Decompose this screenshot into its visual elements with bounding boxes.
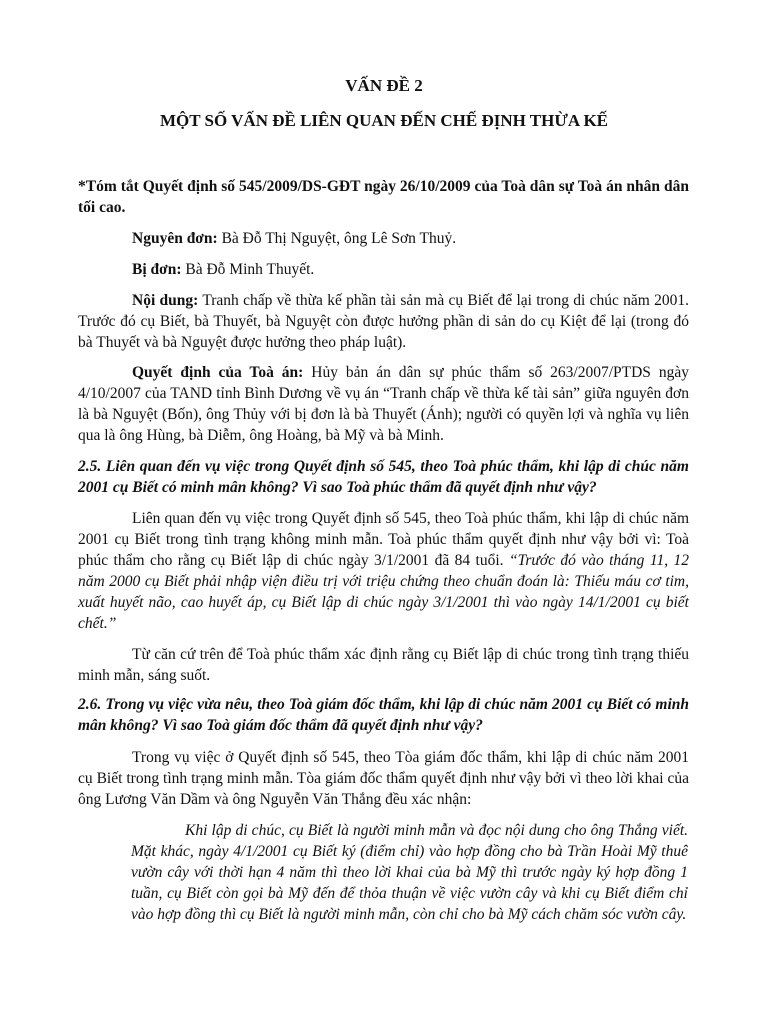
case-summary-heading: *Tóm tắt Quyết định số 545/2009/DS-GĐT ngày 26/10/2009 của Toà dân sự Toà án nhân dân tối cao.	[78, 178, 689, 216]
document-title: VẤN ĐỀ 2	[345, 76, 423, 95]
decision-text: Hủy bản án dân sự phúc thẩm số 263/2007/PTDS ngày 4/10/2007 của TAND tỉnh Bình Dương về vụ án “Tranh chấp về thừa kế tài sản” giữa nguyên đơn là bà Nguyệt (Bốn), ông Thủy với bị đơn là bà Thuyết (Ánh); người có quyền lợi và nghĩa vụ liên qua là ông Hùng, bà Diễm, ông Hoàng, bà Mỹ và bà Minh.	[78, 364, 689, 444]
answer-2-5-conclusion: Từ căn cứ trên để Toà phúc thẩm xác định rằng cụ Biết lập di chúc trong tình trạng thiếu minh mẫn, sáng suốt.	[78, 646, 689, 684]
decision-label: Quyết định của Toà án:	[132, 364, 304, 381]
answer-2-5-paragraph	[78, 508, 689, 634]
defendant-text: Bà Đỗ Minh Thuyết.	[181, 261, 315, 278]
defendant-paragraph	[78, 259, 689, 280]
decision-paragraph	[78, 362, 689, 446]
testimony-quote: Khi lập di chúc, cụ Biết là người minh mẫn và đọc nội dung cho ông Thắng viết. Mặt khác, ngày 4/1/2001 cụ Biết ký (điểm chỉ) vào hợp đồng cho bà Trần Hoài Mỹ thuê vườn cây với thời hạn 4 năm thì theo lời khai của bà Mỹ thì trước ngày ký hợp đồng 1 tuần, cụ Biết còn gọi bà Mỹ đến để thỏa thuận về việc vườn cây và khi cụ Biết điểm chỉ vào hợp đồng thì cụ Biết là người minh mẫn, còn chỉ cho bà Mỹ cách chăm sóc vườn cây.	[131, 822, 688, 923]
defendant-label: Bị đơn:	[132, 261, 182, 278]
answer-2-5-text: Liên quan đến vụ việc trong Quyết định số 545, theo Toà phúc thẩm, khi lập di chúc năm 2001 cụ Biết trong tình trạng không minh mẫn. Toà phúc thẩm quyết định như vậy bởi vì: Toà phúc thẩm cho rằng cụ Biết lập di chúc ngày 3/1/2001 đã 84 tuổi.	[78, 510, 689, 569]
answer-2-5-quote: “Trước đó vào tháng 11, 12 năm 2000 cụ Biết phải nhập viện điều trị với triệu chứng theo chuẩn đoán là: Thiếu máu cơ tim, xuất huyết não, cao huyết áp, cụ Biết lập di chúc ngày 3/1/2001 thì vào ngày 14/1/2001 cụ biết chết.”	[78, 552, 689, 632]
plaintiff-label: Nguyên đơn:	[132, 230, 218, 247]
content-label: Nội dung:	[132, 292, 199, 309]
question-2-5: 2.5. Liên quan đến vụ việc trong Quyết định số 545, theo Toà phúc thẩm, khi lập di chúc năm 2001 cụ Biết có minh mân không? Vì sao Toà phúc thẩm đã quyết định như vậy?	[78, 458, 689, 496]
content-text: Tranh chấp về thừa kế phần tài sản mà cụ Biết để lại trong di chúc năm 2001. Trước đó cụ Biết, bà Thuyết, bà Nguyệt còn được hưởng phần di sản do cụ Kiệt để lại (trong đó bà Thuyết và bà Nguyệt được hưởng theo pháp luật).	[78, 292, 690, 351]
document-subtitle: MỘT SỐ VẤN ĐỀ LIÊN QUAN ĐẾN CHẾ ĐỊNH THỪA KẾ	[159, 111, 609, 130]
content-paragraph	[78, 290, 689, 353]
plaintiff-text: Bà Đỗ Thị Nguyệt, ông Lê Sơn Thuỷ.	[217, 230, 457, 247]
question-2-6: 2.6. Trong vụ việc vừa nêu, theo Toà giám đốc thẩm, khi lập di chúc năm 2001 cụ Biết có minh mân không? Vì sao Toà giám đốc thẩm đã quyết định như vậy?	[78, 696, 689, 734]
plaintiff-paragraph	[78, 228, 689, 249]
answer-2-6-paragraph: Trong vụ việc ở Quyết định số 545, theo Tòa giám đốc thẩm, khi lập di chúc năm 2001 cụ Biết trong tình trạng minh mẫn. Tòa giám đốc thẩm quyết định như vậy bởi vì theo lời khai của ông Lương Văn Dầm và ông Nguyễn Văn Thắng đều xác nhận:	[78, 749, 689, 808]
